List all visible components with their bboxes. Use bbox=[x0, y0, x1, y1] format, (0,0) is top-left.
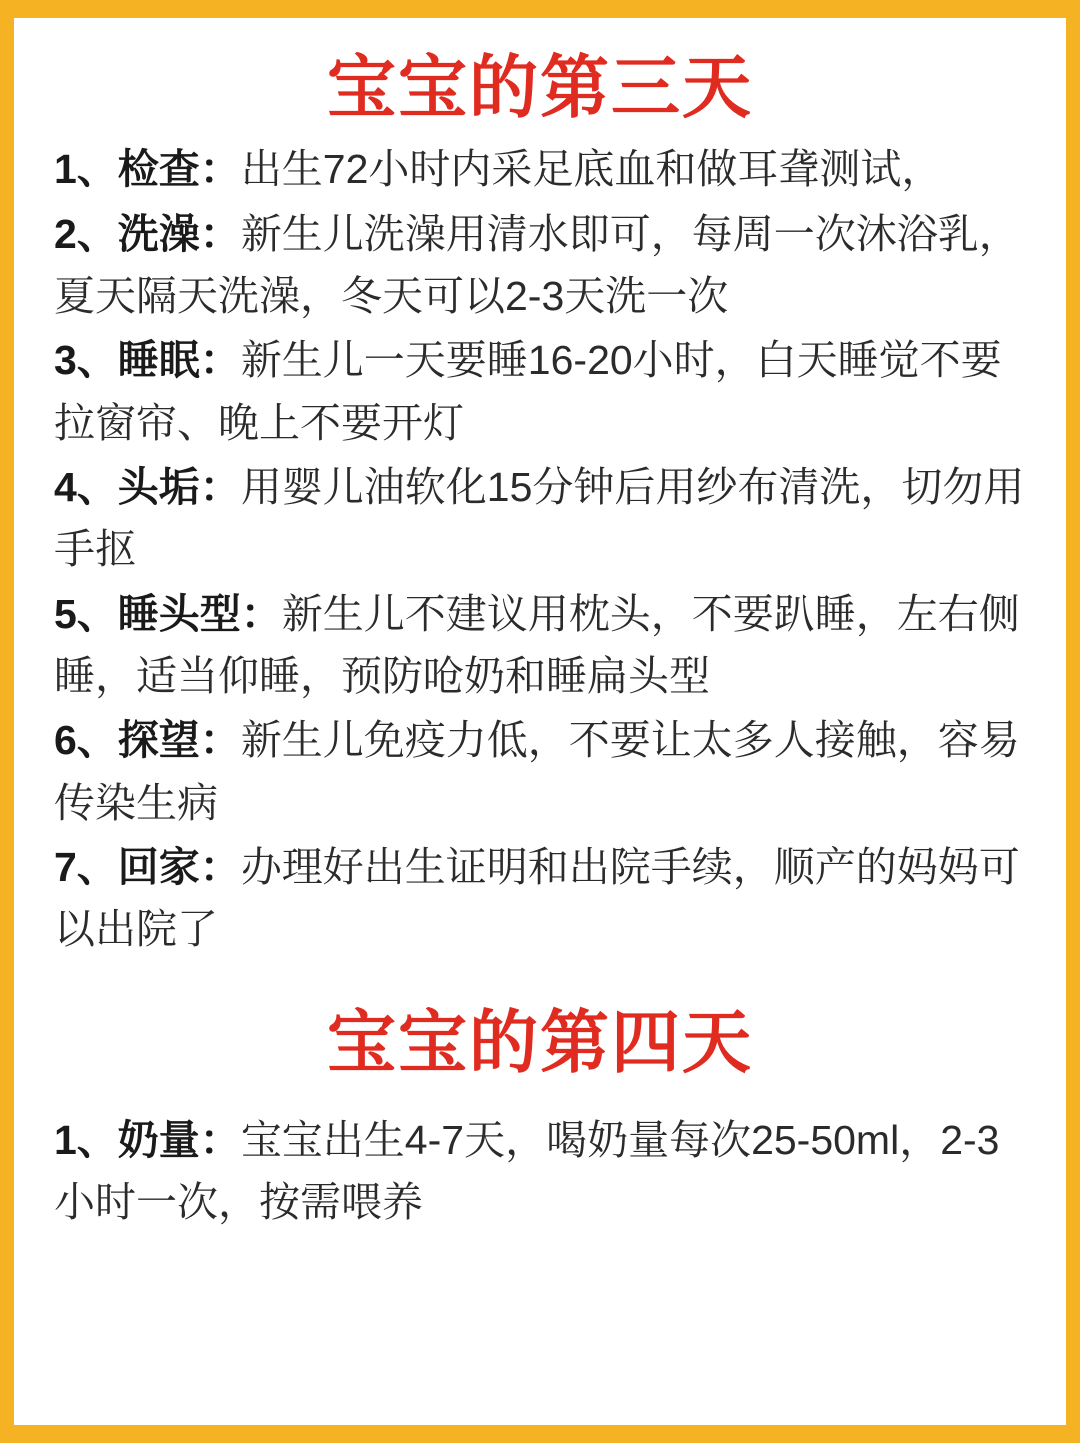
list-item bbox=[54, 583, 1026, 708]
list-item-lead: 2、洗澡： bbox=[54, 210, 241, 257]
section-title-day3: 宝宝的第三天 bbox=[327, 49, 753, 126]
section-list-day4 bbox=[48, 1109, 1032, 1234]
list-item bbox=[54, 329, 1026, 454]
list-item bbox=[54, 456, 1026, 581]
list-item-lead: 5、睡头型： bbox=[54, 590, 282, 637]
list-item bbox=[54, 138, 1026, 200]
list-item-text: 新生儿一天要睡16-20小时，白天睡觉不要拉窗帘、晚上不要开灯 bbox=[54, 337, 1002, 446]
list-item-lead: 3、睡眠： bbox=[54, 337, 241, 384]
list-item-text: 新生儿洗澡用清水即可，每周一次沐浴乳，夏天隔天洗澡，冬天可以2-3天洗一次 bbox=[54, 210, 1020, 320]
list-item-lead: 7、回家： bbox=[54, 843, 241, 890]
list-item-lead: 1、检查： bbox=[54, 146, 241, 193]
list-item bbox=[54, 1109, 1026, 1234]
list-item-lead: 1、奶量： bbox=[54, 1116, 241, 1163]
list-item-lead: 4、头垢： bbox=[54, 464, 241, 510]
list-item-text: 办理好出生证明和出院手续，顺产的妈妈可以出院了 bbox=[54, 843, 1020, 953]
list-item bbox=[54, 203, 1026, 328]
list-item-text: 宝宝出生4-7天，喝奶量每次25-50ml，2-3小时一次，按需喂养 bbox=[54, 1116, 1000, 1226]
list-item bbox=[54, 709, 1026, 834]
list-item-text: 新生儿免疫力低，不要让太多人接触，容易传染生病 bbox=[54, 717, 1020, 826]
list-item bbox=[54, 836, 1026, 961]
list-item-text: 用婴儿油软化15分钟后用纱布清洗，切勿用手抠 bbox=[54, 464, 1025, 573]
section-title-day4: 宝宝的第四天 bbox=[327, 1003, 753, 1081]
poster-content bbox=[14, 18, 1066, 1425]
list-item-text: 新生儿不建议用枕头，不要趴睡，左右侧睡，适当仰睡，预防呛奶和睡扁头型 bbox=[54, 590, 1020, 699]
list-item-text: 出生72小时内采足底血和做耳聋测试， bbox=[240, 146, 943, 193]
list-item-lead: 6、探望： bbox=[54, 717, 241, 764]
section-list-day3 bbox=[48, 138, 1032, 960]
